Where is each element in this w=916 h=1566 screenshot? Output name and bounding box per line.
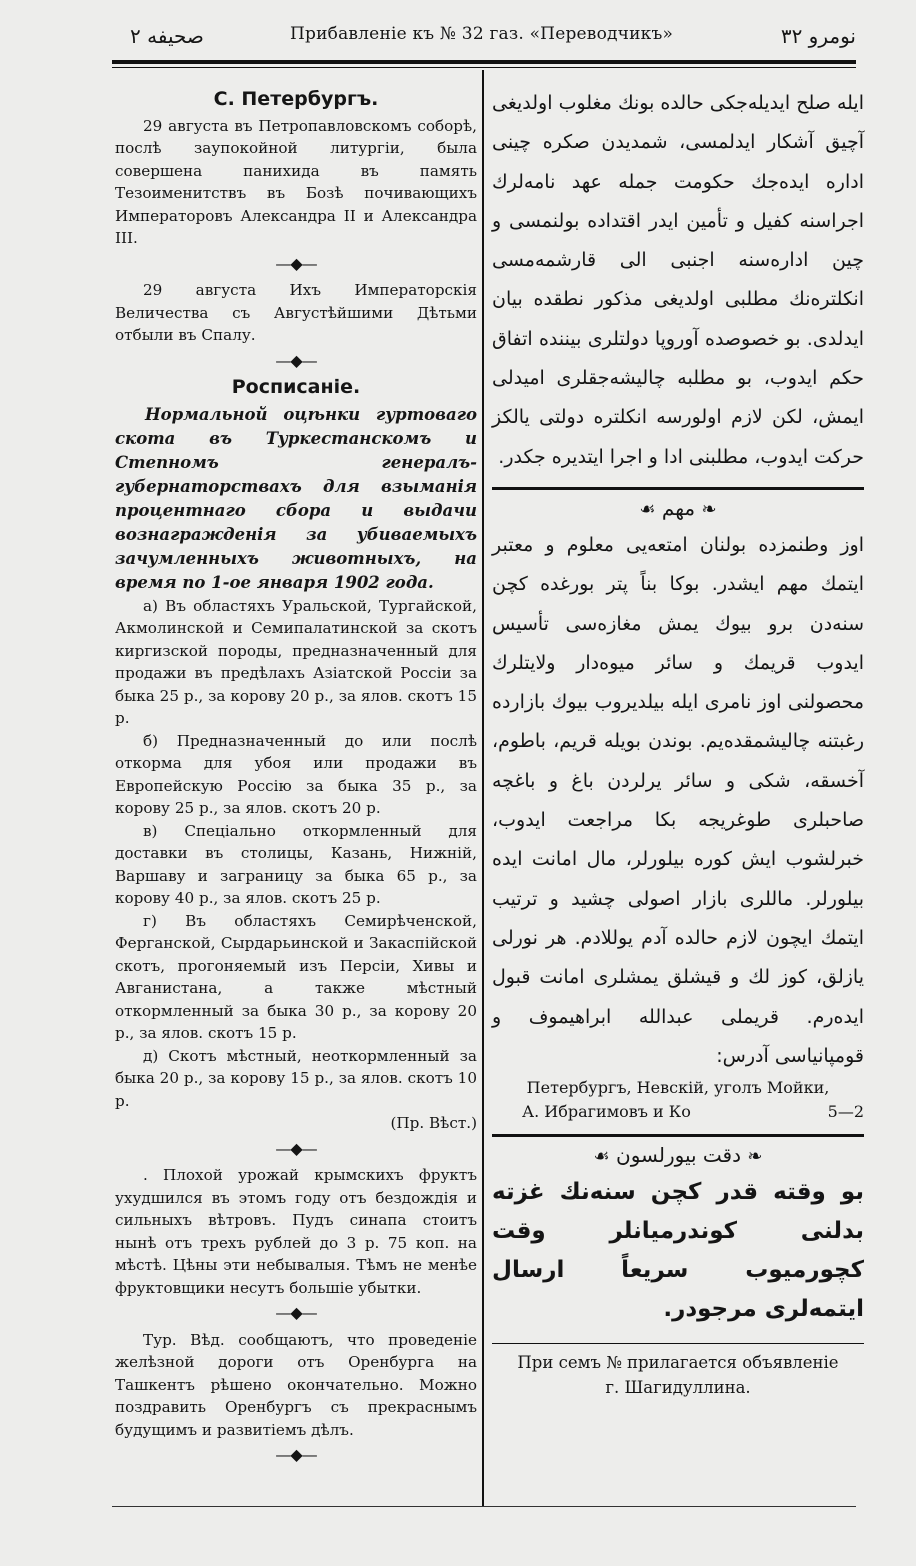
attachment-notice-line1: При семъ № прилагается объявленіе [517,1353,839,1373]
news-item-railway: Тур. Вѣд. сообщаютъ, что проведеніе желѣзной дороги отъ Оренбурга на Ташкентъ рѣшено окончательно. Можно поздравить Оренбургъ съ прекраснымъ будущимъ и развитіемъ дѣлъ. [115,1330,477,1439]
news-item-spala: 29 августа Ихъ Императорскія Величества съ Августѣйшими Дѣтьми отбыли въ Спалу. [115,281,477,344]
schedule-item-b: б) Предназначенный до или послѣ откорма для убоя или продажи въ Европейскую Россію за быка 35 р., за корову 25 р., за ялов. скотъ 20 р. [115,731,477,817]
schedule-heading: Росписаніе. [231,376,361,398]
address-line-2 [492,1100,864,1124]
header-rule-thin [112,67,856,68]
issue-number-label: نومرو ٣٢ [780,24,856,48]
schedule-item-g: г) Въ областяхъ Семирѣченской, Ферганской, Сырдарьинской и Закаспійской скотъ, прогоняемый изъ Персіи, Хивы и Авганистана, а также мѣстный откормленный за быка 30 р., за корову 20 р., за ялов. скотъ 15 р. [115,911,477,1042]
ornament-icon: ☙ [593,1146,610,1168]
attention-heading-text: دقت بيورلسون [616,1143,742,1168]
news-item-crimean-fruit: . Плохой урожай крымскихъ фруктъ ухудшился въ этомъ году отъ бездождія и сильныхъ вѣтровъ. Пудъ синапа стоитъ нынѣ отъ трехъ рублей до 3 р. 75 коп. на мѣстѣ. Цѣны эти небывалыя. Тѣмъ не менѣе фруктовщики несутъ большіе убытки. [115,1166,477,1297]
city-heading: С. Петербургъ. [213,88,379,110]
page-header [110,18,856,52]
article-continuation: ايله صلح ايديله‌جكى حالده بونك مغلوب اولديغى آچيق آشكار ايدلمسى، شمديدن صكره چينى اداره ايده‌جك حكومت جمله عهد نامه‌لرك اجراسنه كفيل و تأمين ايدر اقتداده بولنمسى و چين اداره‌سنه اجنبى الى قارشمه‌مسى انكلتره‌نك مطلبى اولديغى مذكور نطقده بيان ايدلدى. بو خصوصده آوروپا دولتلرى بيننده اتفاق حكم ايدوب، بو مطلبه چاليشه‌جقلرى اميدلى ايمش، لكن لازم اولورسه انكلتره دولتى يالكز حركت ايدوب، مطلبنى ادا و اجرا ايتديره جكدر. [492,92,864,468]
ornament-icon: ❧ [747,1146,763,1168]
ornament-icon: ❧ [701,498,717,520]
bottom-rule [112,1506,856,1507]
schedule-item-d: д) Скотъ мѣстный, неоткормленный за быка 20 р., за корову 15 р., за ялов. скотъ 10 р. [115,1046,477,1110]
left-column [115,84,477,1471]
header-rule-thick [112,60,856,64]
schedule-subheading: Нормальной оцѣнки гуртоваго скота въ Туркестанскомъ и Степномъ генералъ-губернаторствахъ для взыманія процентнаго сбора и выдачи вознагражденія за убиваемыхъ зачумленныхъ животныхъ, на время по 1-ое января 1902 года. [115,404,477,592]
attention-heading [492,1143,864,1167]
ornament-icon: ☙ [639,498,656,520]
source-citation: (Пр. Вѣст.) [390,1114,477,1132]
schedule-item-a: а) Въ областяхъ Уральской, Тургайской, Акмолинской и Семипалатинской за скотъ киргизской породы, предназначенный для продажи въ предѣлахъ Азіатской Россіи за быка 25 р., за корову 20 р., за ялов. скотъ 15 р. [115,596,477,727]
fruit-shop-announcement: اوز وطنمزده بولنان امتعه‌يى معلوم و معتبر ايتمك مهم ايشدر. بوكا بناً پتر بورغده كچن سنه‌دن برو بيوك يمش مغازه‌سى تأسيس ايدوب قريمك و سائر ميوه‌دار ولايتلرك محصولنى اوز نامرى ايله بيلديروب بيوك بازارده رغبتنه چاليشمقده‌يم. بوندن بويله قريم، باطوم، آخسقه، شكى و سائر يرلردن باغ و باغچه صاحبلرى طوغريجه بكا مراجعت ايدوب، خبرلشوب ايش كوره بيلورلر، مال امانت ايده بيلورلر. ماللرى بازار اصولى چشيد و ترتيب ايتمك ايچون لازم حالده آدم يوللادم. هر نورلى يازلق، كوز لك و قيشلق يمشلرى امانت قبول ايده‌رم. قريملى عبدالله ابراهيموف و قومپانياسى آدرس: [492,533,864,1067]
important-heading-text: مهم [661,495,696,520]
attachment-notice-line2: г. Шагидуллина. [605,1378,751,1398]
important-heading [492,496,864,520]
divider-ornament: —◆— [275,1445,317,1464]
column-divider [482,70,484,1506]
header-title: Прибавленіе къ № 32 газ. «Переводчикъ» [290,24,674,44]
schedule-item-v: в) Спеціально откормленный для доставки въ столицы, Казань, Нижній, Варшаву и заграницу за быка 65 р., за корову 40 р., за ялов. скотъ 25 р. [115,821,477,907]
page-number-label: صحيفه ٢ [130,24,204,48]
section-rule [492,487,864,490]
right-column [492,84,864,1400]
address-number: 5—2 [827,1102,864,1122]
news-item-panikhida: 29 августа въ Петропавловскомъ соборѣ, послѣ заупокойной литургіи, была совершена панихида въ память Тезоименитствъ въ Бозѣ почивающихъ Императоровъ Александра II и Александра III. [115,116,477,247]
address-line: Петербургъ, Невскій, уголъ Мойки, [526,1078,830,1098]
divider-ornament: —◆— [275,1138,317,1158]
section-rule [492,1134,864,1137]
divider-ornament: —◆— [275,1303,317,1322]
address-company: А. Ибрагимовъ и Ко [522,1102,691,1122]
divider-ornament: —◆— [275,350,317,370]
section-rule [492,1343,864,1344]
divider-ornament: —◆— [275,253,317,273]
subscription-notice: بو وقته قدر كچن سنه‌نك غزته بدلنى كوندرميانلر وقت كچورميوب سريعاً ارسال ايتمه‌لرى مرجودر. [492,1179,864,1323]
